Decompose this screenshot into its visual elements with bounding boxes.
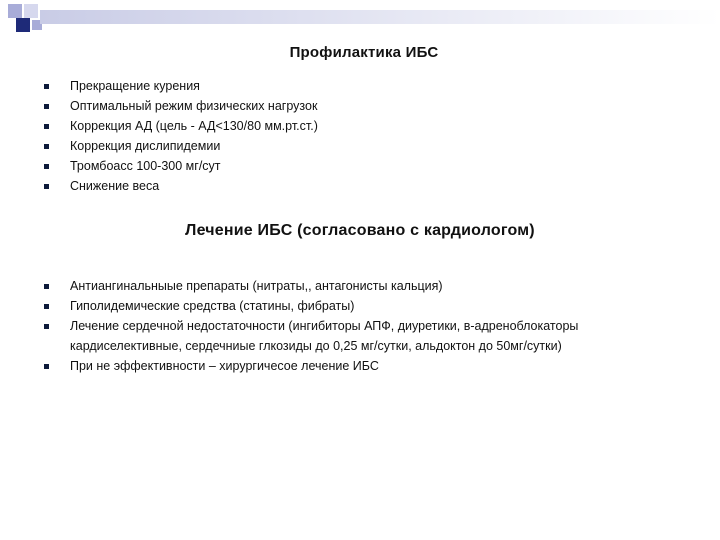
decorative-square-icon	[8, 4, 22, 18]
list-item-text: Лечение сердечной недостаточности (ингибиторы АПФ, диуретики, в-адреноблокаторы кардиселективные, сердечниые глкозиды до 0,25 мг/сутки, альдоктон до 50мг/сутки)	[70, 319, 579, 353]
list-item-text: Снижение веса	[70, 179, 160, 193]
square-bullet-icon	[44, 304, 49, 309]
header-gradient-bar	[40, 10, 720, 24]
list-item-text: Антиангинальныые препараты (нитраты,, антагонисты кальция)	[70, 279, 443, 293]
list-item-text: Гиполидемические средства (статины, фибраты)	[70, 299, 355, 313]
square-bullet-icon	[44, 164, 49, 169]
list-item	[0, 96, 680, 116]
list-item	[0, 176, 680, 196]
list-item	[0, 136, 680, 156]
list-item	[0, 276, 680, 296]
list-item-text: Коррекция АД (цель - АД<130/80 мм.рт.ст.)	[70, 119, 318, 133]
list-item-text: Тромбоасс 100-300 мг/сут	[70, 159, 221, 173]
decorative-square-icon	[16, 18, 30, 32]
square-bullet-icon	[44, 364, 49, 369]
square-bullet-icon	[44, 144, 49, 149]
list-item	[0, 296, 680, 316]
prevention-list	[0, 76, 680, 196]
list-item	[0, 356, 680, 376]
list-item-text: Коррекция дислипидемии	[70, 139, 221, 153]
square-bullet-icon	[44, 184, 49, 189]
square-bullet-icon	[44, 284, 49, 289]
list-item	[0, 156, 680, 176]
treatment-list	[0, 276, 680, 376]
decorative-square-icon	[24, 4, 38, 18]
square-bullet-icon	[44, 104, 49, 109]
list-item	[0, 316, 680, 356]
list-item	[0, 76, 680, 96]
list-item	[0, 116, 680, 136]
list-item-text: Прекращение курения	[70, 79, 200, 93]
list-item-text: При не эффективности – хирургичесое лечение ИБС	[70, 359, 379, 373]
treatment-title: Лечение ИБС (согласовано с кардиологом)	[185, 222, 535, 239]
list-item-text: Оптимальный режим физических нагрузок	[70, 99, 318, 113]
square-bullet-icon	[44, 124, 49, 129]
header-decoration	[0, 0, 720, 36]
prevention-title: Профилактика ИБС	[289, 44, 439, 61]
square-bullet-icon	[44, 84, 49, 89]
square-bullet-icon	[44, 324, 49, 329]
